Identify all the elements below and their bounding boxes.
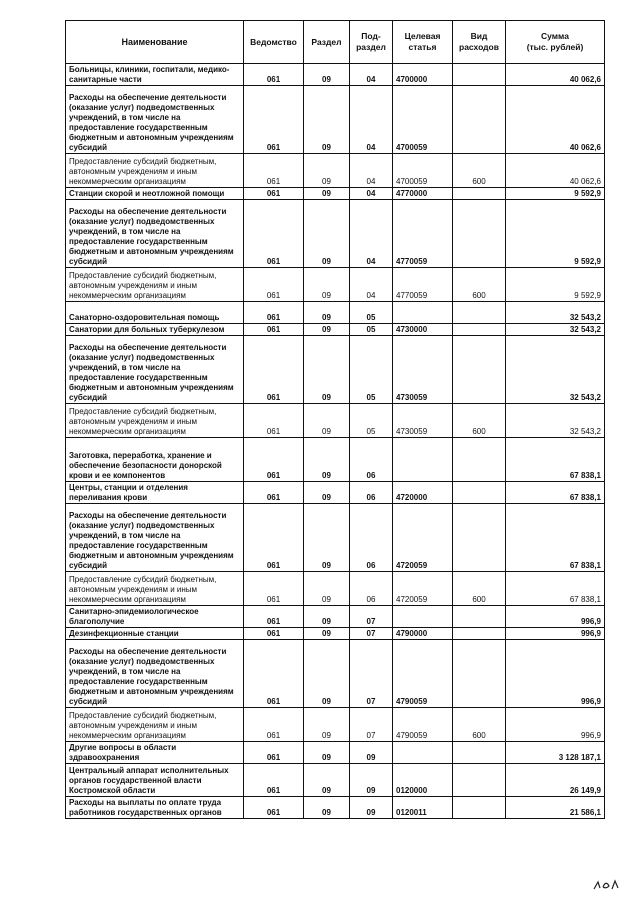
row-exptype (453, 482, 506, 504)
table-row (66, 640, 605, 708)
table-row (66, 268, 605, 302)
table-row (66, 64, 605, 86)
row-target: 4790059 (393, 708, 453, 742)
row-subsection: 07 (350, 628, 393, 640)
row-sum: 32 543,2 (506, 324, 605, 336)
row-exptype (453, 764, 506, 797)
table-row (66, 606, 605, 628)
row-exptype (453, 797, 506, 819)
row-exptype (453, 504, 506, 572)
row-dept: 061 (244, 572, 304, 606)
row-dept: 061 (244, 324, 304, 336)
table-row (66, 324, 605, 336)
row-dept: 061 (244, 154, 304, 188)
row-target: 4770059 (393, 268, 453, 302)
row-name: Дезинфекционные станции (66, 628, 244, 640)
row-dept: 061 (244, 482, 304, 504)
table-row (66, 504, 605, 572)
row-section: 09 (304, 606, 350, 628)
row-sum: 3 128 187,1 (506, 742, 605, 764)
row-dept: 061 (244, 404, 304, 438)
header-row (66, 21, 605, 64)
row-name: Предоставление субсидий бюджетным, автономным учреждениям и иным некоммерческим организациям (66, 404, 244, 438)
row-subsection: 07 (350, 708, 393, 742)
header-name: Наименование (66, 21, 244, 64)
row-target: 4790000 (393, 628, 453, 640)
table-row (66, 154, 605, 188)
row-exptype (453, 64, 506, 86)
table-row (66, 708, 605, 742)
row-name: Центры, станции и отделения переливания крови (66, 482, 244, 504)
row-exptype (453, 188, 506, 200)
row-exptype (453, 742, 506, 764)
row-section: 09 (304, 628, 350, 640)
row-sum: 32 543,2 (506, 302, 605, 324)
table-row (66, 188, 605, 200)
row-name: Предоставление субсидий бюджетным, автономным учреждениям и иным некоммерческим организациям (66, 572, 244, 606)
row-subsection: 05 (350, 336, 393, 404)
row-sum: 996,9 (506, 708, 605, 742)
table-row (66, 438, 605, 482)
row-subsection: 04 (350, 268, 393, 302)
row-section: 09 (304, 188, 350, 200)
row-name: Предоставление субсидий бюджетным, автономным учреждениям и иным некоммерческим организациям (66, 708, 244, 742)
row-sum: 40 062,6 (506, 154, 605, 188)
row-dept: 061 (244, 640, 304, 708)
row-target (393, 606, 453, 628)
header-section: Раздел (304, 21, 350, 64)
row-name: Санитарно-эпидемиологическое благополучие (66, 606, 244, 628)
row-name: Другие вопросы в области здравоохранения (66, 742, 244, 764)
row-name: Расходы на обеспечение деятельности (оказание услуг) подведомственных учреждений, в том числе на предоставление государственным бюджетным и автономным учреждениям субсидий (66, 504, 244, 572)
row-sum: 67 838,1 (506, 572, 605, 606)
row-section: 09 (304, 268, 350, 302)
row-dept: 061 (244, 268, 304, 302)
row-exptype: 600 (453, 154, 506, 188)
row-name: Центральный аппарат исполнительных органов государственной власти Костромской области (66, 764, 244, 797)
row-exptype (453, 86, 506, 154)
row-dept: 061 (244, 504, 304, 572)
row-dept: 061 (244, 742, 304, 764)
row-exptype (453, 640, 506, 708)
row-name: Санаторно-оздоровительная помощь (66, 302, 244, 324)
row-name: Расходы на обеспечение деятельности (оказание услуг) подведомственных учреждений, в том числе на предоставление государственным бюджетным и автономным учреждениям субсидий (66, 336, 244, 404)
row-target: 0120011 (393, 797, 453, 819)
row-dept: 061 (244, 708, 304, 742)
table-row (66, 336, 605, 404)
row-dept: 061 (244, 606, 304, 628)
row-exptype: 600 (453, 268, 506, 302)
row-subsection: 09 (350, 797, 393, 819)
row-dept: 061 (244, 86, 304, 154)
row-name: Станции скорой и неотложной помощи (66, 188, 244, 200)
row-subsection: 06 (350, 572, 393, 606)
row-exptype: 600 (453, 572, 506, 606)
row-name: Расходы на обеспечение деятельности (оказание услуг) подведомственных учреждений, в том числе на предоставление государственным бюджетным и автономным учреждениям субсидий (66, 86, 244, 154)
row-subsection: 06 (350, 482, 393, 504)
row-section: 09 (304, 438, 350, 482)
row-sum: 67 838,1 (506, 438, 605, 482)
row-sum: 9 592,9 (506, 200, 605, 268)
row-sum: 67 838,1 (506, 482, 605, 504)
row-section: 09 (304, 742, 350, 764)
handwritten-page-mark (592, 877, 622, 891)
row-exptype: 600 (453, 404, 506, 438)
row-subsection: 07 (350, 606, 393, 628)
table-row (66, 628, 605, 640)
table-row (66, 742, 605, 764)
row-section: 09 (304, 200, 350, 268)
row-dept: 061 (244, 302, 304, 324)
row-section: 09 (304, 708, 350, 742)
row-section: 09 (304, 572, 350, 606)
row-dept: 061 (244, 438, 304, 482)
row-subsection: 04 (350, 64, 393, 86)
row-subsection: 09 (350, 742, 393, 764)
row-sum: 40 062,6 (506, 64, 605, 86)
row-target: 4770059 (393, 200, 453, 268)
row-target: 4730059 (393, 404, 453, 438)
row-sum: 67 838,1 (506, 504, 605, 572)
row-subsection: 04 (350, 154, 393, 188)
row-sum: 996,9 (506, 628, 605, 640)
row-subsection: 06 (350, 504, 393, 572)
row-target (393, 742, 453, 764)
row-sum: 9 592,9 (506, 188, 605, 200)
row-sum: 996,9 (506, 640, 605, 708)
row-name: Расходы на обеспечение деятельности (оказание услуг) подведомственных учреждений, в том числе на предоставление государственным бюджетным и автономным учреждениям субсидий (66, 640, 244, 708)
budget-table (65, 20, 605, 819)
row-exptype (453, 606, 506, 628)
header-sum: Сумма (тыс. рублей) (506, 21, 605, 64)
row-sum: 32 543,2 (506, 336, 605, 404)
row-target: 0120000 (393, 764, 453, 797)
row-dept: 061 (244, 336, 304, 404)
table-row (66, 200, 605, 268)
row-subsection: 04 (350, 86, 393, 154)
table-row (66, 572, 605, 606)
row-section: 09 (304, 64, 350, 86)
row-exptype (453, 200, 506, 268)
row-section: 09 (304, 154, 350, 188)
row-target: 4770000 (393, 188, 453, 200)
row-name: Заготовка, переработка, хранение и обеспечение безопасности донорской крови и ее компонентов (66, 438, 244, 482)
row-name: Расходы на выплаты по оплате труда работников государственных органов (66, 797, 244, 819)
row-section: 09 (304, 404, 350, 438)
row-target: 4730059 (393, 336, 453, 404)
row-subsection: 05 (350, 302, 393, 324)
row-exptype (453, 302, 506, 324)
row-subsection: 05 (350, 324, 393, 336)
row-target: 4700059 (393, 86, 453, 154)
row-section: 09 (304, 302, 350, 324)
row-subsection: 07 (350, 640, 393, 708)
row-exptype (453, 336, 506, 404)
row-section: 09 (304, 797, 350, 819)
row-subsection: 04 (350, 200, 393, 268)
row-subsection: 09 (350, 764, 393, 797)
row-dept: 061 (244, 200, 304, 268)
row-subsection: 05 (350, 404, 393, 438)
row-sum: 32 543,2 (506, 404, 605, 438)
row-dept: 061 (244, 64, 304, 86)
row-name: Больницы, клиники, госпитали, медико-санитарные части (66, 64, 244, 86)
row-sum: 9 592,9 (506, 268, 605, 302)
row-sum: 40 062,6 (506, 86, 605, 154)
row-target: 4730000 (393, 324, 453, 336)
row-target: 4720059 (393, 572, 453, 606)
table-row (66, 482, 605, 504)
row-section: 09 (304, 482, 350, 504)
row-subsection: 06 (350, 438, 393, 482)
row-dept: 061 (244, 188, 304, 200)
row-section: 09 (304, 324, 350, 336)
row-exptype (453, 628, 506, 640)
row-target: 4700059 (393, 154, 453, 188)
row-section: 09 (304, 640, 350, 708)
row-section: 09 (304, 504, 350, 572)
row-exptype: 600 (453, 708, 506, 742)
row-section: 09 (304, 336, 350, 404)
header-subsection: Под- раздел (350, 21, 393, 64)
row-exptype (453, 438, 506, 482)
row-sum: 21 586,1 (506, 797, 605, 819)
row-sum: 996,9 (506, 606, 605, 628)
row-target (393, 302, 453, 324)
table-row (66, 404, 605, 438)
row-target: 4700000 (393, 64, 453, 86)
table-row (66, 302, 605, 324)
row-target (393, 438, 453, 482)
row-target: 4790059 (393, 640, 453, 708)
header-dept: Ведомство (244, 21, 304, 64)
row-subsection: 04 (350, 188, 393, 200)
row-name: Санатории для больных туберкулезом (66, 324, 244, 336)
row-section: 09 (304, 86, 350, 154)
header-exptype: Вид расходов (453, 21, 506, 64)
row-section: 09 (304, 764, 350, 797)
row-name: Предоставление субсидий бюджетным, автономным учреждениям и иным некоммерческим организациям (66, 154, 244, 188)
row-dept: 061 (244, 764, 304, 797)
row-dept: 061 (244, 628, 304, 640)
row-target: 4720000 (393, 482, 453, 504)
table-row (66, 764, 605, 797)
row-name: Расходы на обеспечение деятельности (оказание услуг) подведомственных учреждений, в том числе на предоставление государственным бюджетным и автономным учреждениям субсидий (66, 200, 244, 268)
table-row (66, 86, 605, 154)
row-target: 4720059 (393, 504, 453, 572)
row-dept: 061 (244, 797, 304, 819)
row-exptype (453, 324, 506, 336)
row-sum: 26 149,9 (506, 764, 605, 797)
row-name: Предоставление субсидий бюджетным, автономным учреждениям и иным некоммерческим организациям (66, 268, 244, 302)
table-row (66, 797, 605, 819)
header-target: Целевая статья (393, 21, 453, 64)
